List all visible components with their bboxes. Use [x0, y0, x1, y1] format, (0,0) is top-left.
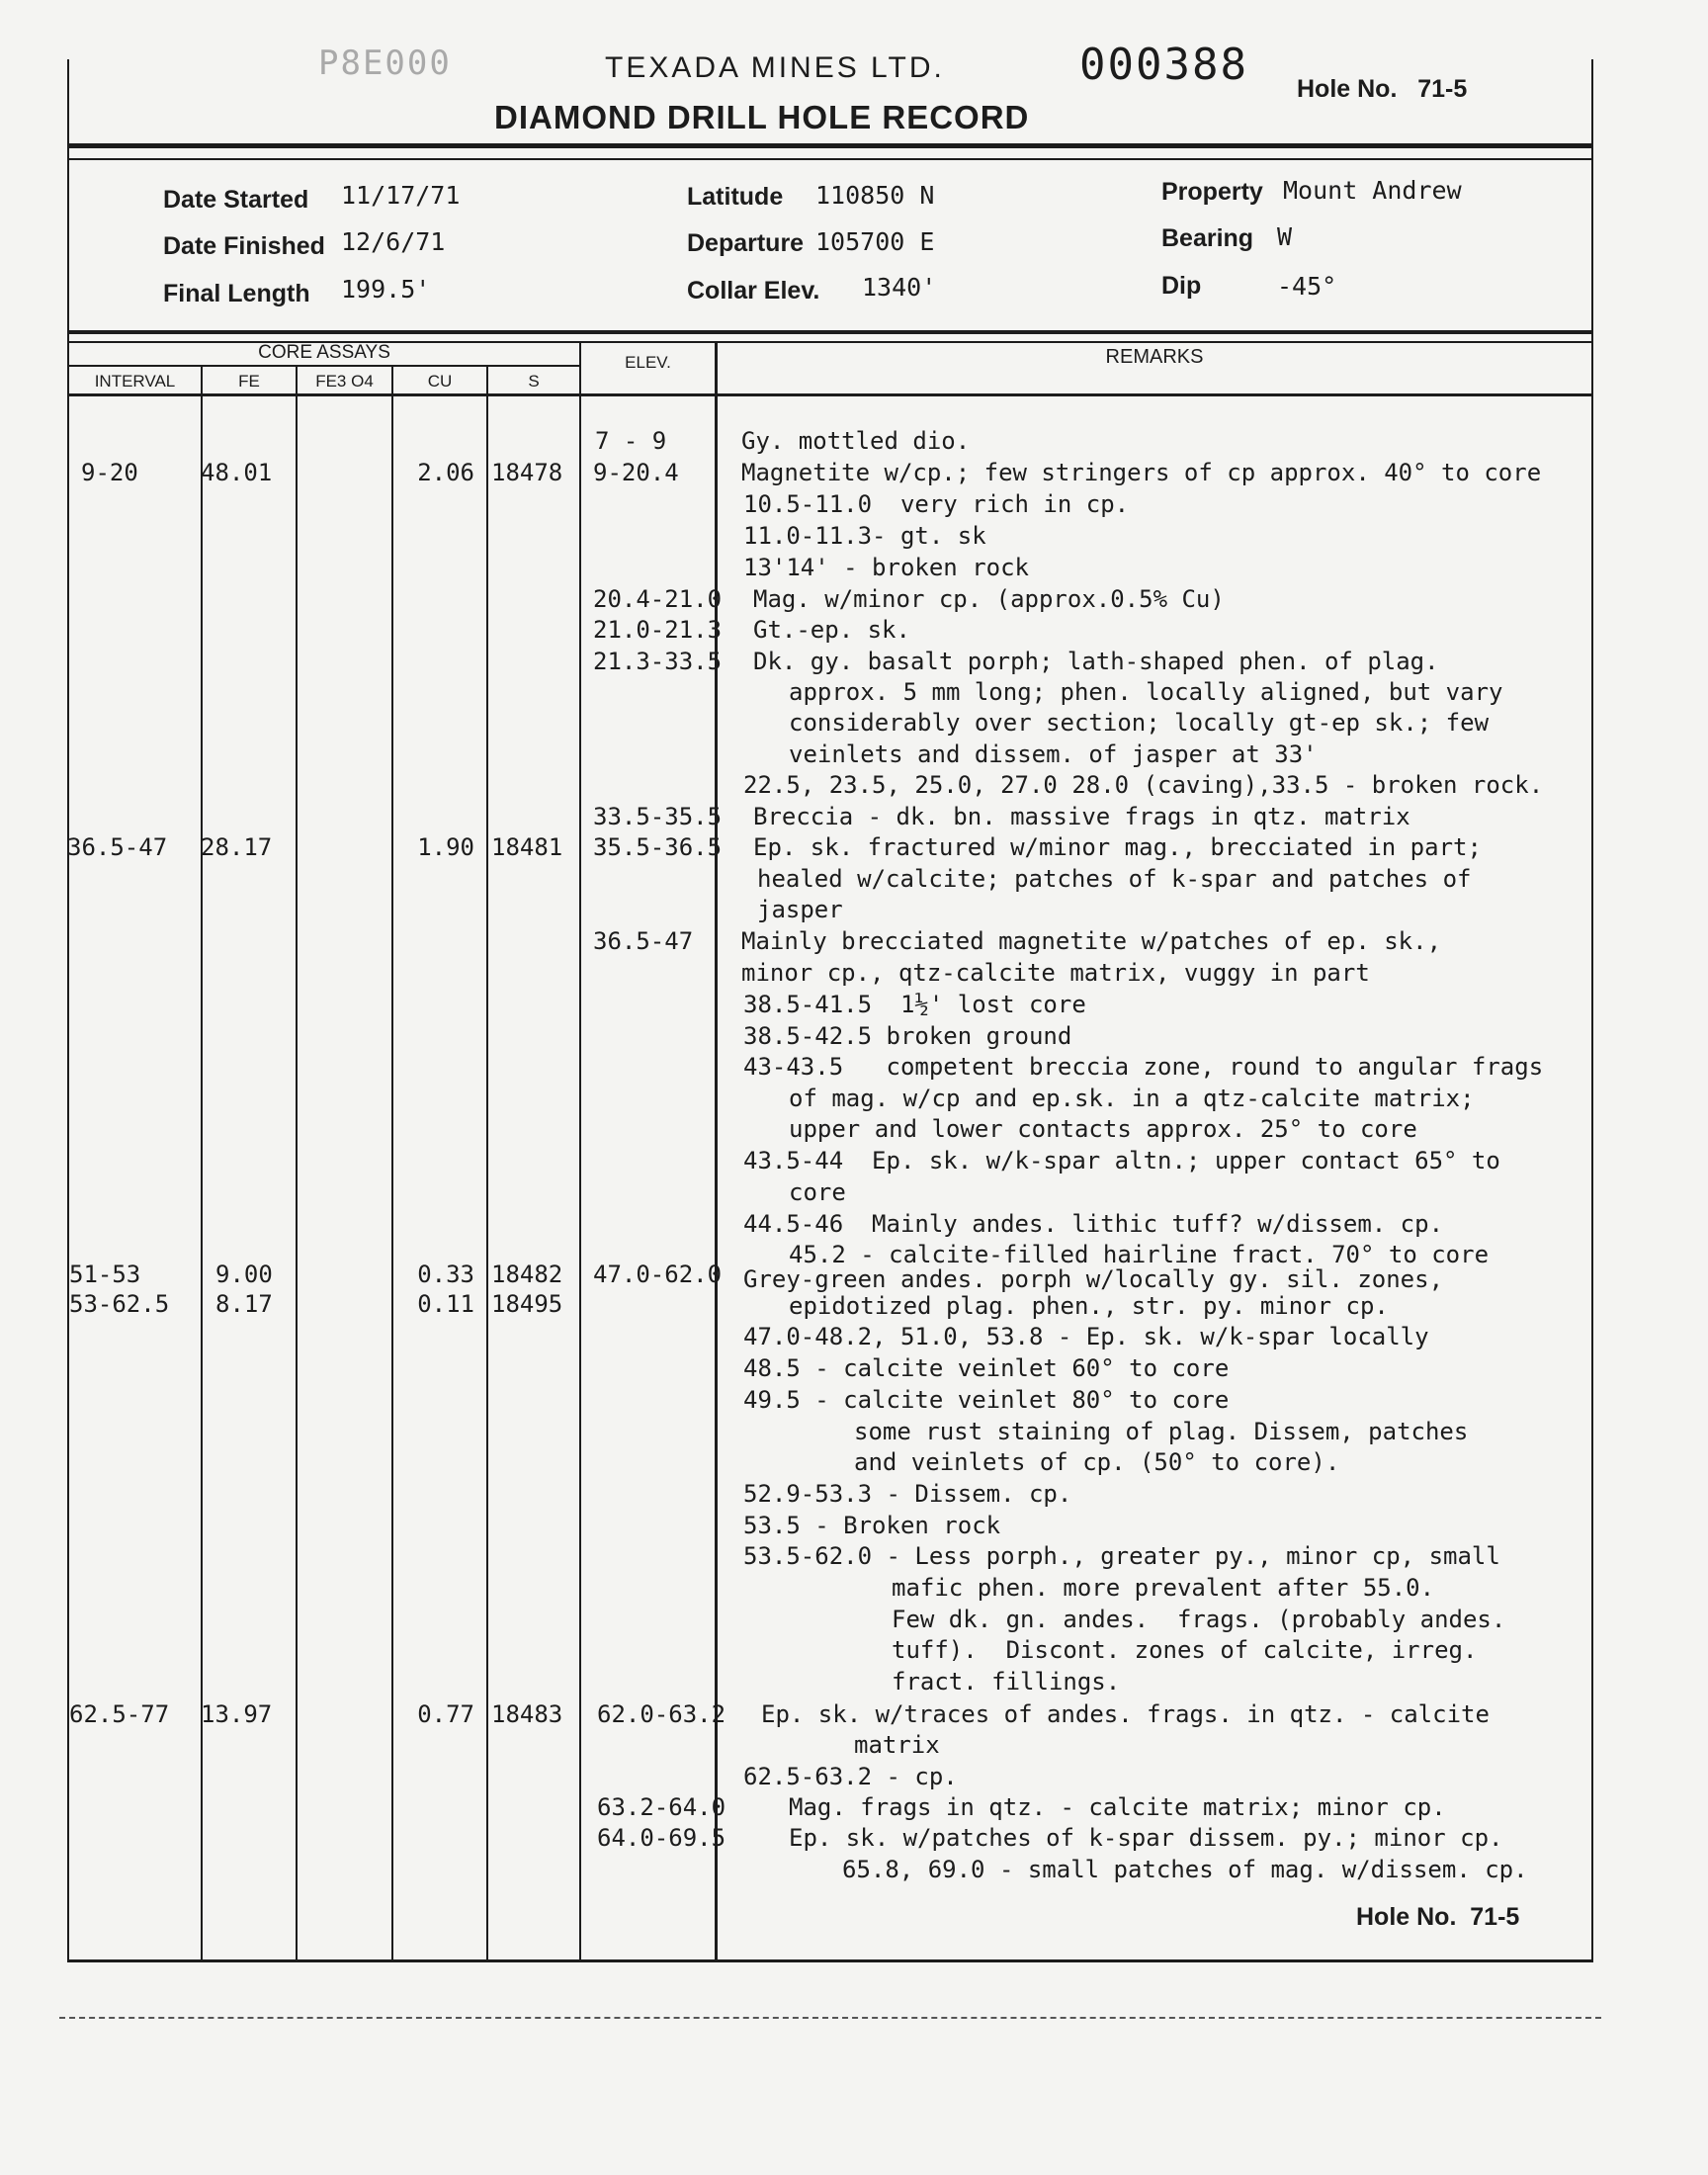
dip-label: Dip — [1161, 272, 1202, 300]
remark-line: 11.0-11.3- gt. sk — [743, 522, 986, 550]
elev-value: 64.0-69.5 — [597, 1824, 726, 1852]
fold-line — [59, 2017, 1601, 2019]
elev-value: 33.5-35.5 — [593, 803, 723, 830]
remark-line: 53.5-62.0 - Less porph., greater py., minor cp, small — [743, 1542, 1500, 1570]
remarks-header: REMARKS — [1105, 346, 1204, 368]
table-top-rule — [69, 330, 1593, 334]
elev-value: 21.0-21.3 — [593, 616, 723, 644]
remark-line: 65.8, 69.0 - small patches of mag. w/dissem. cp. — [842, 1856, 1528, 1883]
assay-interval: 9-20 — [81, 459, 138, 486]
remark-line: 62.5-63.2 - cp. — [743, 1763, 958, 1790]
cu-header: CU — [427, 372, 453, 391]
remark-line: 38.5-42.5 broken ground — [743, 1022, 1072, 1050]
remark-line: upper and lower contacts approx. 25° to core — [789, 1115, 1417, 1143]
assay-group-rule — [69, 365, 581, 367]
collar-elevation-value: 1340' — [862, 273, 937, 302]
elev-header: ELEV. — [625, 353, 671, 372]
assay-s: 18481 — [491, 833, 563, 861]
remark-line: Gt.-ep. sk. — [753, 616, 910, 644]
remark-line: fract. fillings. — [892, 1668, 1121, 1696]
remark-line: Mag. frags in qtz. - calcite matrix; minor cp. — [789, 1793, 1446, 1821]
column-header-rule — [69, 393, 1593, 396]
remark-line: 47.0-48.2, 51.0, 53.8 - Ep. sk. w/k-spar locally — [743, 1323, 1429, 1350]
top-rule — [69, 143, 1593, 148]
remark-line: Breccia - dk. bn. massive frags in qtz. matrix — [753, 803, 1410, 830]
frame-bottom — [67, 1959, 1593, 1962]
assay-s: 18495 — [491, 1290, 563, 1318]
remark-line: jasper — [757, 896, 843, 923]
dip-value: -45° — [1277, 272, 1337, 301]
remark-line: core — [789, 1178, 846, 1206]
company-name: TEXADA MINES LTD. — [605, 51, 945, 84]
remark-line: 44.5-46 Mainly andes. lithic tuff? w/dissem. cp. — [743, 1210, 1444, 1238]
assay-interval: 53-62.5 — [69, 1290, 170, 1318]
faint-stamp-number: P8E000 — [318, 44, 452, 83]
remark-line: some rust staining of plag. Dissem, patches — [854, 1418, 1469, 1445]
remark-line: 48.5 - calcite veinlet 60° to core — [743, 1354, 1230, 1382]
elev-value: 62.0-63.2 — [597, 1700, 726, 1728]
assay-cu: 0.77 — [417, 1700, 474, 1728]
remark-line: considerably over section; locally gt-ep sk.; few — [789, 709, 1490, 737]
remark-line: minor cp., qtz-calcite matrix, vuggy in part — [741, 959, 1370, 987]
col-divider-fe3o4 — [296, 367, 298, 1959]
elev-value: 36.5-47 — [593, 927, 694, 955]
assay-s: 18482 — [491, 1261, 563, 1288]
col-divider-s — [486, 367, 488, 1959]
remark-line: of mag. w/cp and ep.sk. in a qtz-calcite matrix; — [789, 1085, 1475, 1112]
remark-line: 10.5-11.0 very rich in cp. — [743, 490, 1130, 518]
hole-number-bottom: Hole No. 71-5 — [1356, 1903, 1520, 1931]
assay-cu: 1.90 — [417, 833, 474, 861]
remark-line: veinlets and dissem. of jasper at 33' — [789, 740, 1318, 768]
remark-line: approx. 5 mm long; phen. locally aligned, but vary — [789, 678, 1503, 706]
property-value: Mount Andrew — [1283, 176, 1462, 205]
remark-line: and veinlets of cp. (50° to core). — [854, 1448, 1340, 1476]
interval-header: INTERVAL — [94, 372, 176, 391]
remark-line: tuff). Discont. zones of calcite, irreg. — [892, 1636, 1478, 1664]
core-assays-header: CORE ASSAYS — [258, 342, 390, 363]
remark-line: healed w/calcite; patches of k-spar and patches of — [757, 865, 1472, 893]
elev-value: 63.2-64.0 — [597, 1793, 726, 1821]
assay-cu: 2.06 — [417, 459, 474, 486]
remark-line: matrix — [854, 1731, 940, 1759]
assay-interval: 62.5-77 — [69, 1700, 170, 1728]
bearing-label: Bearing — [1161, 224, 1254, 252]
remark-line: Gy. mottled dio. — [741, 427, 971, 455]
remark-line: epidotized plag. phen., str. py. minor cp. — [789, 1292, 1389, 1320]
remark-line: Few dk. gn. andes. frags. (probably andes. — [892, 1606, 1506, 1633]
remark-line: 38.5-41.5 1½' lost core — [743, 991, 1086, 1018]
s-header: S — [528, 372, 540, 391]
assay-fe: 8.17 — [215, 1290, 273, 1318]
frame-right — [1591, 59, 1593, 1962]
col-divider-elev — [579, 341, 581, 1959]
assay-fe: 48.01 — [201, 459, 273, 486]
latitude-value: 110850 N — [815, 181, 935, 210]
date-finished-label: Date Finished — [163, 232, 325, 260]
remark-line: 45.2 - calcite-filled hairline fract. 70° to core — [789, 1241, 1490, 1268]
date-finished-value: 12/6/71 — [341, 227, 446, 256]
assay-s: 18483 — [491, 1700, 563, 1728]
remark-line: Ep. sk. w/traces of andes. frags. in qtz. - calcite — [761, 1700, 1490, 1728]
assay-cu: 0.33 — [417, 1261, 474, 1288]
remark-line: Ep. sk. w/patches of k-spar dissem. py.; minor cp. — [789, 1824, 1503, 1852]
elev-value: 9-20.4 — [593, 459, 679, 486]
assay-fe: 9.00 — [215, 1261, 273, 1288]
final-length-value: 199.5' — [341, 275, 431, 304]
remark-line: Ep. sk. fractured w/minor mag., brecciated in part; — [753, 833, 1482, 861]
remark-line: Mag. w/minor cp. (approx.0.5% Cu) — [753, 585, 1225, 613]
collar-elevation-label: Collar Elev. — [687, 277, 820, 304]
hole-number-top: Hole No. 71-5 — [1297, 75, 1468, 103]
elev-value: 35.5-36.5 — [593, 833, 723, 861]
final-length-label: Final Length — [163, 280, 310, 307]
remark-line: Grey-green andes. porph w/locally gy. sil. zones, — [743, 1265, 1444, 1293]
date-started-label: Date Started — [163, 186, 309, 214]
assay-fe: 28.17 — [201, 833, 273, 861]
departure-label: Departure — [687, 229, 805, 257]
remark-line: Mainly brecciated magnetite w/patches of ep. sk., — [741, 927, 1442, 955]
remark-line: 49.5 - calcite veinlet 80° to core — [743, 1386, 1230, 1414]
remark-line: 22.5, 23.5, 25.0, 27.0 28.0 (caving),33.5 - broken rock. — [743, 771, 1544, 799]
remark-line: 53.5 - Broken rock — [743, 1512, 1001, 1539]
remark-line: 52.9-53.3 - Dissem. cp. — [743, 1480, 1072, 1508]
fe3o4-header: FE3 O4 — [315, 372, 374, 391]
departure-value: 105700 E — [815, 227, 935, 256]
fe-header: FE — [238, 372, 260, 391]
assay-fe: 13.97 — [201, 1700, 273, 1728]
remark-line: 43.5-44 Ep. sk. w/k-spar altn.; upper contact 65° to — [743, 1147, 1500, 1174]
remark-line: Dk. gy. basalt porph; lath-shaped phen. of plag. — [753, 648, 1439, 675]
date-started-value: 11/17/71 — [341, 181, 461, 210]
document-number: 000388 — [1079, 40, 1248, 90]
elev-value: 20.4-21.0 — [593, 585, 723, 613]
assay-interval: 51-53 — [69, 1261, 141, 1288]
assay-interval: 36.5-47 — [67, 833, 168, 861]
remark-line: 43-43.5 competent breccia zone, round to angular frags — [743, 1053, 1544, 1081]
document-title: DIAMOND DRILL HOLE RECORD — [494, 99, 1030, 135]
remark-line: 13'14' - broken rock — [743, 554, 1029, 581]
top-rule-thin — [69, 158, 1593, 160]
latitude-label: Latitude — [687, 183, 784, 211]
remark-line: Magnetite w/cp.; few stringers of cp approx. 40° to core — [741, 459, 1542, 486]
elev-value: 7 - 9 — [595, 427, 667, 455]
assay-cu: 0.11 — [417, 1290, 474, 1318]
elev-value: 21.3-33.5 — [593, 648, 723, 675]
property-label: Property — [1161, 178, 1263, 206]
remark-line: mafic phen. more prevalent after 55.0. — [892, 1574, 1435, 1602]
bearing-value: W — [1277, 222, 1293, 251]
assay-s: 18478 — [491, 459, 563, 486]
elev-value: 47.0-62.0 — [593, 1261, 723, 1288]
